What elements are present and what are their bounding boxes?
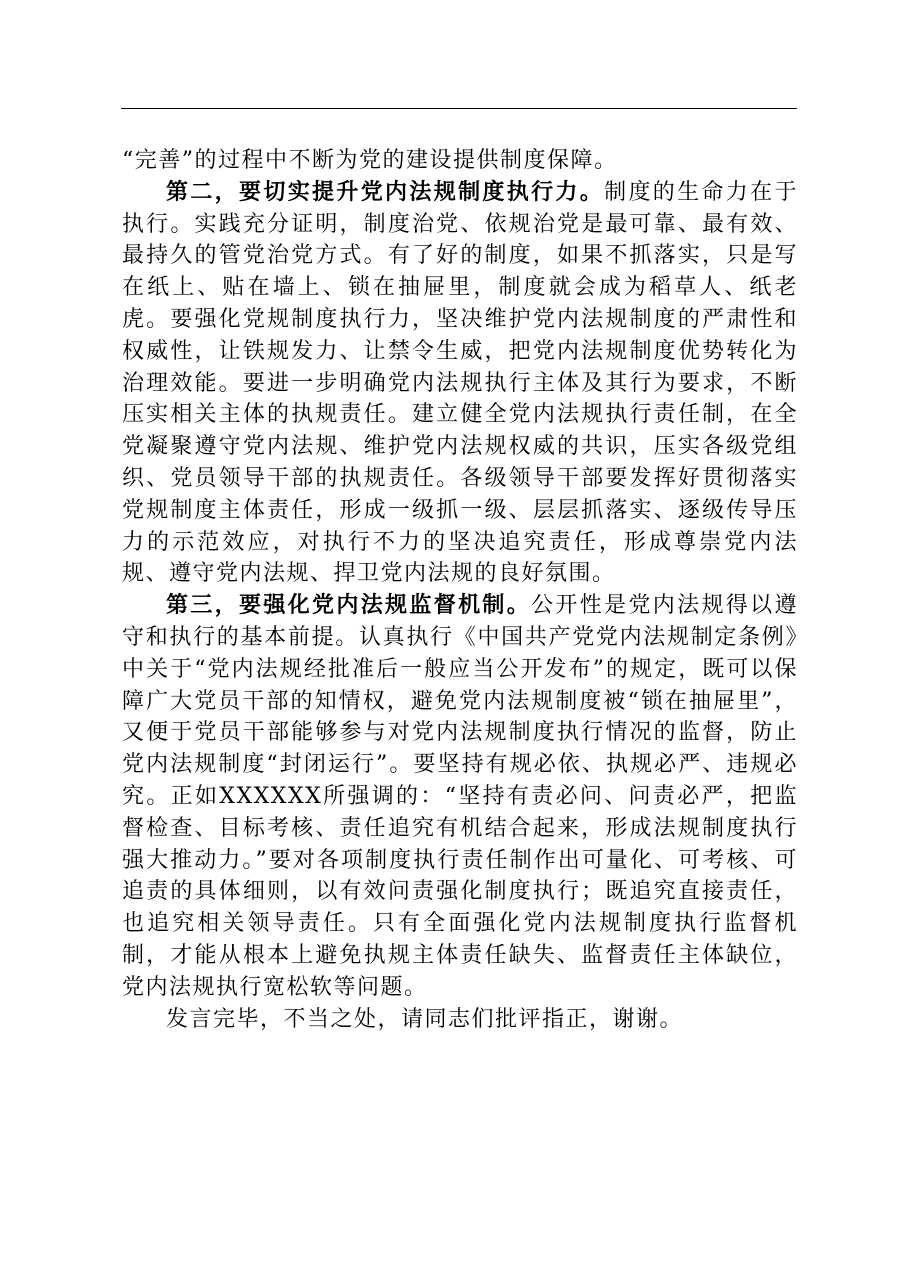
paragraph-second-point [122, 177, 798, 590]
paragraph-closing [122, 1004, 798, 1036]
paragraph-third-point [122, 590, 798, 1003]
paragraph-text: 制度的生命力在于执行。实践充分证明，制度治党、依规治党是最可靠、最有效、最持久的管党治党方式。有了好的制度，如果不抓落实，只是写在纸上、贴在墙上、锁在抽屉里，制度就会成为稻草人、纸老虎。要强化党规制度执行力，坚决维护党内法规制度的严肃性和权威性，让铁规发力、让禁令生威，把党内法规制度优势转化为治理效能。要进一步明确党内法规执行主体及其行为要求，不断压实相关主体的执规责任。建立健全党内法规执行责任制，在全党凝聚遵守党内法规、维护党内法规权威的共识，压实各级党组织、党员领导干部的执规责任。各级领导干部要发挥好贯彻落实党规制度主体责任，形成一级抓一级、层层抓落实、逐级传导压力的示范效应，对执行不力的坚决追究责任，形成尊崇党内法规、遵守党内法规、捍卫党内法规的良好氛围。 [122, 179, 798, 587]
paragraph-heading: 第二，要切实提升党内法规制度执行力。 [166, 178, 605, 205]
document-body [122, 145, 798, 1035]
paragraph-text: “完善”的过程中不断为党的建设提供制度保障。 [122, 148, 618, 173]
header-rule [121, 108, 797, 109]
paragraph-text: 发言完毕，不当之处，请同志们批评指正，谢谢。 [166, 1006, 684, 1032]
paragraph-heading: 第三，要强化党内法规监督机制。 [166, 592, 532, 619]
paragraph-continuation [122, 145, 798, 177]
paragraph-text: 公开性是党内法规得以遵守和执行的基本前提。认真执行《中国共产党党内法规制定条例》中关于“党内法规经批准后一般应当公开发布”的规定，既可以保障广大党员干部的知情权，避免党内法规制度被“锁在抽屉里”，又便于党员干部能够参与对党内法规制度执行情况的监督，防止党内法规制度“封闭运行”。要坚持有规必依、执规必严、违规必究。正如XXXXXX所强调的：“坚持有责必问、问责必严，把监督检查、目标考核、责任追究有机结合起来，形成法规制度执行强大推动力。”要对各项制度执行责任制作出可量化、可考核、可追责的具体细则，以有效问责强化制度执行；既追究直接责任，也追究相关领导责任。只有全面强化党内法规制度执行监督机制，才能从根本上避免执规主体责任缺失、监督责任主体缺位，党内法规执行宽松软等问题。 [122, 593, 798, 1000]
